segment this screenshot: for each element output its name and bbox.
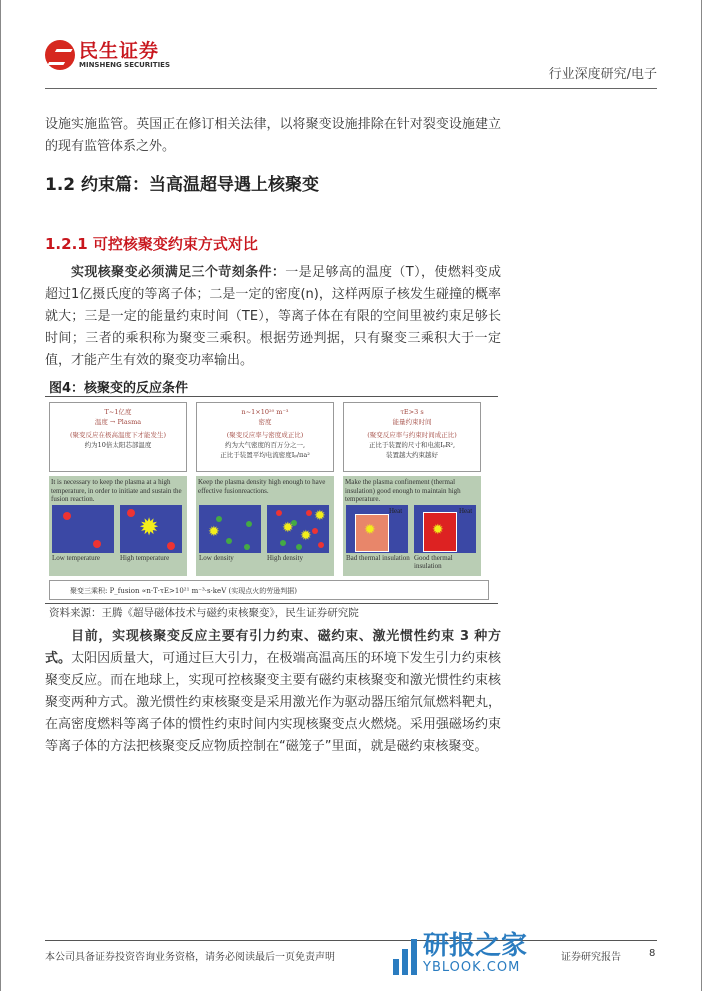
paragraph-lead: 目前，实现核聚变反应主要有引力约束、磁约束、激光惯性约束 3 种方式。 <box>45 629 501 666</box>
footer-divider <box>45 940 657 941</box>
panel-desc: 约为大气密度的百万分之一, <box>224 441 306 449</box>
figure-panel <box>196 402 334 576</box>
page-number: 8 <box>649 948 656 959</box>
caption-a: Low density <box>199 554 234 562</box>
caption-a: Low temperature <box>52 554 101 562</box>
panel-label: 温度 → Plasma <box>94 418 142 426</box>
figure-source: 资料来源：王腾《超导磁体技术与磁约束核聚变》，民生证券研究院 <box>49 607 359 619</box>
logo-cn: 民生证券 <box>79 40 160 62</box>
particle-icon <box>296 544 302 550</box>
fusion-burst-icon: ✹ <box>300 529 312 544</box>
figure-title: 图4：核聚变的反应条件 <box>49 381 189 396</box>
fusion-burst-icon: ✹ <box>139 515 160 541</box>
heat-label: Heat <box>389 507 403 515</box>
fusion-burst-icon: ✹ <box>314 509 326 524</box>
panel-desc: 正比于装置的尺寸和电流IₚR², <box>368 441 456 449</box>
watermark-en: YBLOOK.COM <box>423 960 521 975</box>
company-logo <box>45 40 170 70</box>
watermark-cn: 研报之家 <box>423 931 528 961</box>
proton-icon <box>93 540 101 548</box>
panel-illustration <box>49 476 187 576</box>
particle-icon <box>306 510 312 516</box>
watermark <box>393 932 527 975</box>
caption-a: Bad thermal insulation <box>346 554 410 562</box>
illustration-a <box>52 505 114 553</box>
heat-label: Heat <box>459 507 473 515</box>
watermark-bars-icon <box>393 933 417 975</box>
panel-quantity: T~1亿度 <box>104 408 132 416</box>
panel-label: 密度 <box>258 418 272 426</box>
caption-b: Good thermal insulation <box>414 554 453 570</box>
panel-label: 能量约束时间 <box>392 418 432 426</box>
logo-icon <box>45 40 75 70</box>
panel-desc-2: 装置越大约束越好 <box>386 451 438 459</box>
caption-b: High density <box>267 554 303 562</box>
section-heading: 1.2 约束篇：当高温超导遇上核聚变 <box>45 175 320 195</box>
fusion-burst-icon: ✹ <box>208 525 220 540</box>
proton-icon <box>63 512 71 520</box>
proton-icon <box>167 542 175 550</box>
particle-icon <box>216 516 222 522</box>
logo-en: MINSHENG SECURITIES <box>79 61 170 69</box>
particle-icon <box>244 544 250 550</box>
panel-illustration <box>196 476 334 576</box>
fusion-burst-icon: ✹ <box>282 521 294 536</box>
proton-icon <box>127 509 135 517</box>
paragraph-lead: 实现核聚变必须满足三个苛刻条件： <box>71 265 286 280</box>
particle-icon <box>246 521 252 527</box>
disclaimer: 本公司具备证券投资咨询业务资格，请务必阅读最后一页免责声明 <box>45 952 335 963</box>
panel-desc-2: 正比于装置平均电流密度Iₚ/πa² <box>220 451 310 459</box>
report-section: 行业深度研究/电子 <box>548 67 657 82</box>
figure-panel <box>49 402 187 576</box>
panel-english: It is necessary to keep the plasma at a high temperature, in order to initiate and sustain the fusion reaction. <box>51 478 182 503</box>
particle-icon <box>312 528 318 534</box>
panel-desc: 约为10倍太阳芯部温度 <box>84 441 152 449</box>
panel-note: (聚变反应率与约束时间成正比) <box>367 431 457 439</box>
header-divider <box>45 88 657 89</box>
subsection-heading: 1.2.1 可控核聚变约束方式对比 <box>45 235 258 253</box>
panel-quantity: τE>3 s <box>400 408 424 416</box>
panel-note: (聚变反应率与密度成正比) <box>226 431 304 439</box>
paragraph <box>45 626 501 758</box>
paragraph: 设施实施监管。英国正在修订相关法律，以将聚变设施排除在针对裂变设施建立的现有监管体系之外。 <box>45 117 501 154</box>
panel-text-box <box>196 402 334 472</box>
particle-icon <box>276 510 282 516</box>
paragraph-body: 一是足够高的温度（T），使燃料变成超过1亿摄氏度的等离子体；二是一定的密度(n)，这样两原子核发生碰撞的概率就大；三是一定的能量约束时间（TE），等离子体在有限的空间里被约束足够长时间；三者的乘积称为聚变三乘积。根据劳逊判据，只有聚变三乘积大于一定值，才能产生有效的聚变功率输出。 <box>45 265 501 368</box>
panel-quantity: n~1×10²⁰ m⁻³ <box>241 408 289 416</box>
particle-icon <box>318 542 324 548</box>
paragraph-body: 太阳因质量大，可通过巨大引力，在极端高温高压的环境下发生引力约束核聚变反应。而在地球上，实现可控核聚变主要有磁约束核聚变和激光惯性约束核聚变两种方式。激光惯性约束核聚变是采用激光作为驱动器压缩氘氚燃料靶丸，在高密度燃料等离子体的惯性约束时间内实现核聚变点火燃烧。采用强磁场约束等离子体的方法把核聚变反应物质控制在“磁笼子”里面，就是磁约束核聚变。 <box>45 651 501 754</box>
panel-note: (聚变反应在极高温度下才能发生) <box>69 431 167 439</box>
report-type: 证券研究报告 <box>561 952 621 963</box>
paragraph <box>45 262 501 372</box>
lawson-formula: 聚变三乘积: P_fusion ∝n·T·τE>10²¹ m⁻³·s·keV (实现点火的劳逊判据) <box>49 580 489 600</box>
particle-icon <box>280 540 286 546</box>
particle-icon <box>226 538 232 544</box>
fusion-burst-icon: ✹ <box>432 523 444 538</box>
panel-english: Make the plasma confinement (thermal insulation) good enough to maintain high temperature. <box>345 478 461 503</box>
panel-illustration <box>343 476 481 576</box>
figure-panel <box>343 402 481 576</box>
fusion-burst-icon: ✹ <box>364 523 376 538</box>
panel-text-box <box>49 402 187 472</box>
caption-b: High temperature <box>120 554 170 562</box>
panel-text-box <box>343 402 481 472</box>
figure-fusion-conditions <box>45 396 498 604</box>
panel-english: Keep the plasma density high enough to have effective fusionreactions. <box>198 478 326 495</box>
